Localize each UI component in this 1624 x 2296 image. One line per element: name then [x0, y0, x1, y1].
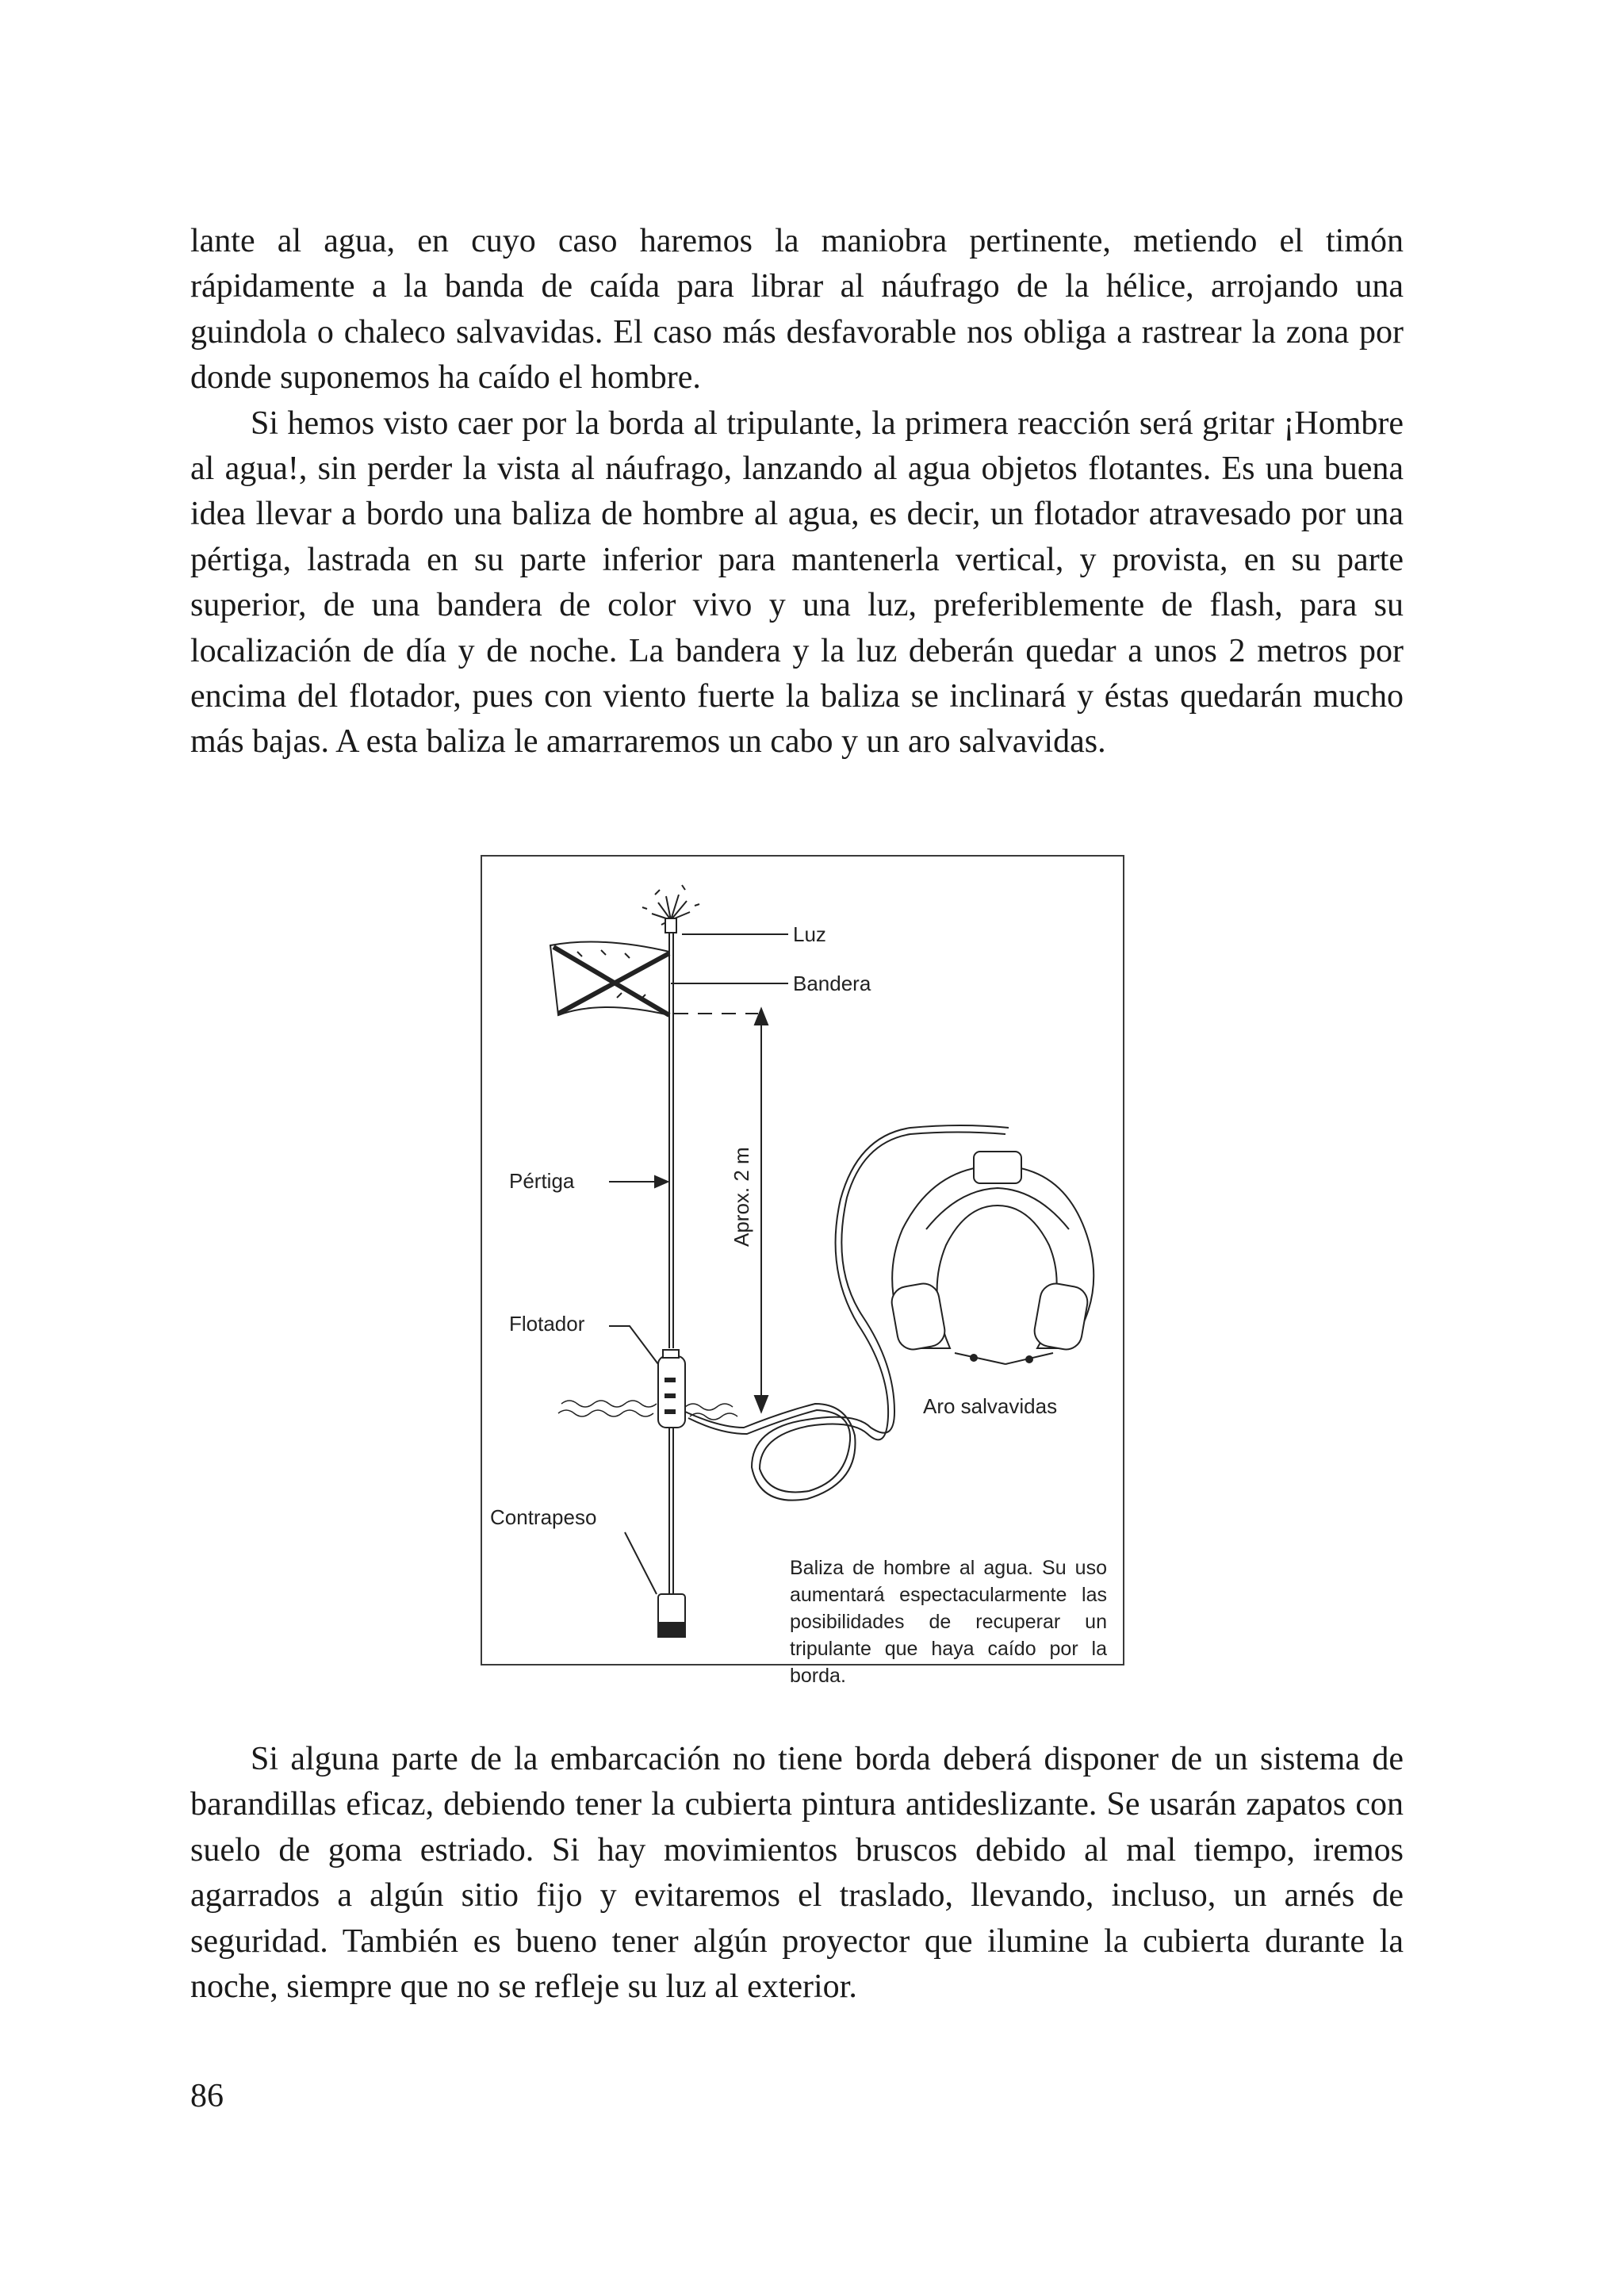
- label-bandera: Bandera: [793, 972, 871, 995]
- dimension-arrow: [755, 1009, 768, 1412]
- water-waves: [558, 1401, 737, 1420]
- flotador-leader-line: [609, 1326, 658, 1364]
- contrapeso-leader-line: [625, 1532, 657, 1594]
- top-text-block: [190, 219, 1404, 765]
- pole-icon: [669, 933, 673, 1594]
- label-aro-salvavidas: Aro salvavidas: [923, 1394, 1058, 1418]
- figure-caption: Baliza de hombre al agua. Su uso aumentará espectacularmente las posibilidades de recuperar un tripulante que haya caído por la borda.: [790, 1557, 1107, 1687]
- page-number: 86: [190, 2078, 224, 2114]
- label-contrapeso: Contrapeso: [490, 1505, 597, 1529]
- life-ring-icon: [890, 1152, 1094, 1364]
- counterweight-icon: [658, 1594, 685, 1637]
- bottom-text-block: [190, 1737, 1404, 2010]
- label-pertiga: Pértiga: [509, 1169, 575, 1193]
- paragraph-safety-railings: Si alguna parte de la embarcación no tiene borda deberá disponer de un sistema de barandillas eficaz, debiendo tener la cubierta pintura antideslizante. Se usarán zapatos con suelo de goma estriado. Si hay movimientos bruscos debido al mal tiempo, iremos agarrados a algún sitio fijo y evitaremos el traslado, llevando, incluso, un arnés de seguridad. También es bueno tener algún proyector que ilumine la cubierta durante la noche, siempre que no se refleje su luz al exterior.: [190, 1741, 1404, 2006]
- beacon-illustration: [482, 857, 1123, 1664]
- float-icon: [658, 1350, 685, 1428]
- label-luz: Luz: [793, 922, 826, 946]
- paragraph-man-overboard: Si hemos visto caer por la borda al tripulante, la primera reacción será gritar ¡Hombre al agua!, sin perder la vista al náufrago, lanzando al agua objetos flotantes. Es una buena idea llevar a bordo una baliza de hombre al agua, es decir, un flotador atravesado por una pértiga, lastrada en su parte inferior para mantenerla vertical, y provista, en su parte superior, de una bandera de color vivo y una luz, preferiblemente de flash, para su localización de día y de noche. La bandera y la luz deberán quedar a unos 2 metros por encima del flotador, pues con viento fuerte la baliza se inclinará y éstas quedarán mucho más bajas. A esta baliza le amarraremos un cabo y un aro salvavidas.: [190, 404, 1404, 761]
- light-flash-icon: [642, 885, 699, 933]
- man-overboard-beacon-figure: [481, 855, 1124, 1687]
- flag-icon: [550, 942, 669, 1016]
- paragraph-continuation: lante al agua, en cuyo caso haremos la maniobra pertinente, metiendo el timón rápidamente a la banda de caída para librar al náufrago de la hélice, arrojando una guindola o chaleco salvavidas. El caso más desfavorable nos obliga a rastrear la zona por donde suponemos ha caído el hombre.: [190, 223, 1404, 397]
- label-aprox: Aprox. 2 m: [730, 1147, 753, 1247]
- label-flotador: Flotador: [509, 1312, 585, 1336]
- pertiga-arrow: [609, 1176, 668, 1187]
